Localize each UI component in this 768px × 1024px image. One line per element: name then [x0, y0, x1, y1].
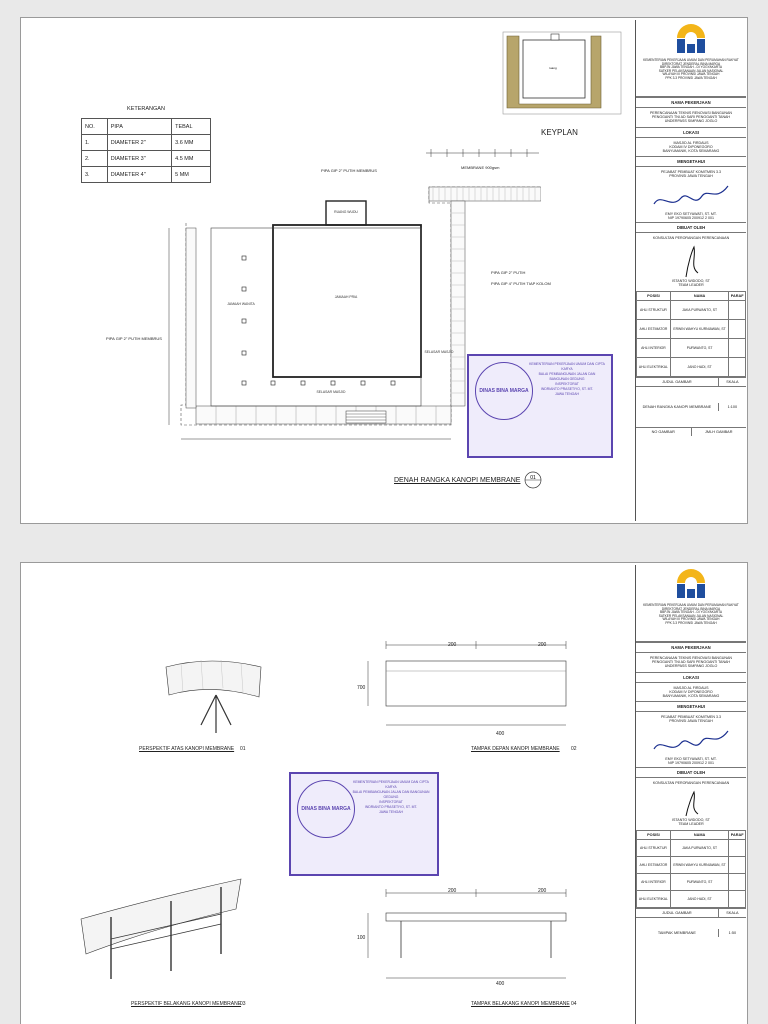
team-header: NAMA	[670, 830, 728, 839]
team-cell: AHLI ELEKTRIKAL	[637, 357, 671, 376]
judul-heading: JUDUL GAMBAR	[662, 379, 692, 384]
signature-leader	[636, 243, 746, 279]
team-row	[637, 300, 746, 319]
team-row	[637, 890, 746, 907]
no-gambar-row	[636, 427, 746, 436]
team-cell: ERWIN WAHYU KURNIAWAN, ST	[670, 319, 728, 338]
svg-text:SELASAR MASJID: SELASAR MASJID	[424, 350, 454, 354]
ppk-name: EMY EKO SETYAWATI, ST. MT.	[665, 211, 717, 216]
signature-ppk	[636, 727, 746, 757]
title-block-1	[635, 20, 746, 521]
legend-cell: 5 MM	[172, 167, 211, 183]
stamp-text	[529, 362, 605, 397]
dibuat-heading: DIBUAT OLEH	[636, 767, 746, 778]
team-header: POSISI	[637, 830, 671, 839]
dim-height: 100	[357, 935, 366, 941]
svg-text:JAMAAH PRIA: JAMAAH PRIA	[334, 295, 358, 299]
team-cell: ERWIN WAHYU KURNIAWAN, ST	[670, 856, 728, 873]
legend-cell: 1.	[82, 135, 108, 151]
view-number: 04	[571, 1001, 577, 1007]
legend-header-tebal: TEBAL	[172, 119, 211, 135]
svg-text:ruang: ruang	[549, 66, 557, 70]
paraf-cell	[729, 890, 746, 907]
dim-half: 200	[538, 642, 547, 648]
team-row	[637, 873, 746, 890]
pipe-label: PIPA GIP 4" PUTIH TIAP KOLOM	[491, 281, 551, 286]
official-stamp	[289, 772, 439, 876]
judul-heading: JUDUL GAMBAR	[662, 910, 692, 915]
team-header: NAMA	[670, 291, 728, 300]
organization-text: KEMENTERIAN PEKERJAAN UMUM DAN PERUMAHAN RAKYAT DIREKTORAT JENDERAL BINA MARGA BBPJN JAWA TENGAH - DI YOGYAKARTA SATKER PELAKSANAAN JALAN NASIONAL WILAYAH III PROVINSI JAWA TENGAH PPK 3.3 PROVINSI JAWA TENGAH	[643, 58, 739, 80]
sheet2-drawing-area	[21, 563, 633, 1024]
team-cell: AHLI INTERIOR	[637, 338, 671, 357]
official-stamp	[467, 354, 613, 458]
organization-text: KEMENTERIAN PEKERJAAN UMUM DAN PERUMAHAN RAKYAT DIREKTORAT JENDERAL BINA MARGA BBPJN JAWA TENGAH - DI YOGYAKARTA SATKER PELAKSANAAN JALAN NASIONAL WILAYAH III PROVINSI JAWA TENGAH PPK 3.3 PROVINSI JAWA TENGAH	[643, 603, 739, 625]
team-table	[636, 830, 746, 908]
stamp-seal: DINAS BINA MARGA	[297, 780, 355, 838]
legend-header-pipa: PIPA	[107, 119, 171, 135]
team-cell: AHLI ELEKTRIKAL	[637, 890, 671, 907]
stamp-text	[351, 780, 431, 815]
paraf-cell	[729, 338, 746, 357]
signature-icon	[636, 243, 746, 279]
team-cell: AHLI STRUKTUR	[637, 300, 671, 319]
team-cell: PURWANTO, ST	[670, 873, 728, 890]
stamp-line: INDRIANTO PRASETIYO, ST. MT.	[540, 387, 594, 391]
judul-value: TAMPAK MEMBRANE	[657, 930, 696, 935]
skala-value: 1:100	[718, 403, 746, 411]
mengetahui-text: PEJABAT PEMBUAT KOMITMEN 3.3 PROVINSI JAWA TENGAH	[660, 170, 722, 179]
pu-logo-icon	[673, 24, 709, 58]
drawing-sheet-2	[20, 562, 748, 1024]
canopy-back-elevation	[356, 883, 586, 998]
canopy-perspective-top	[161, 655, 271, 745]
team-cell: JANO HADI, ST	[670, 357, 728, 376]
stamp-line: JAWA TENGAH	[379, 810, 403, 814]
nama-pekerjaan-text: PERENCANAAN TEKNIS RENOVASI BANGUNAN PENGGANTI TNI AD SARI PENGGANTI TANAH UNDERPASS SIMPANG JOGLO	[650, 656, 732, 669]
dim-half: 200	[448, 888, 457, 894]
skala-heading: SKALA	[718, 378, 746, 386]
jml-gambar-heading: JMLH GAMBAR	[691, 428, 747, 436]
dim-full: 400	[496, 731, 505, 737]
skala-value: 1:50	[718, 929, 746, 937]
signature-icon	[636, 788, 746, 818]
team-row	[637, 839, 746, 856]
view-title: TAMPAK BELAKANG KANOPI MEMBRANE	[471, 1001, 570, 1007]
stamp-line: KEMENTERIAN PEKERJAAN UMUM DAN CIPTA KARYA	[353, 780, 429, 789]
legend-header-no: NO.	[82, 119, 108, 135]
mengetahui-heading: MENGETAHUI	[636, 701, 746, 712]
team-cell: JAKA PURWANTO, ST	[670, 839, 728, 856]
team-table	[636, 291, 746, 377]
pu-logo-area	[636, 20, 746, 97]
legend-title: KETERANGAN	[127, 106, 165, 112]
paraf-cell	[729, 873, 746, 890]
team-cell: AHLI ESTIMATOR	[637, 856, 671, 873]
dim-height: 700	[357, 685, 366, 691]
view-title: PERSPEKTIF BELAKANG KANOPI MEMBRANE	[131, 1001, 242, 1007]
svg-text:SELASAR MASJID: SELASAR MASJID	[316, 390, 346, 394]
view-number: 02	[571, 746, 577, 752]
team-cell: JAKA PURWANTO, ST	[670, 300, 728, 319]
lokasi-heading: LOKASI	[636, 127, 746, 138]
lokasi-text: MASJID AL FIRDAUS KODAM IV DIPONEGORO BANYUMANIK, KOTA SEMARANG	[662, 685, 720, 699]
svg-text:RUANG WUDU: RUANG WUDU	[334, 210, 358, 214]
team-header: PARAF	[729, 291, 746, 300]
stamp-line: INSPEKTORAT	[379, 800, 403, 804]
legend-cell: 3.6 MM	[172, 135, 211, 151]
dibuat-text: KONSULTAN PERORANGAN PERENCANAAN	[652, 236, 730, 241]
legend-cell: DIAMETER 4"	[107, 167, 171, 183]
pipe-label: PIPA GIP 2" PUTIH MEMBRUS	[106, 336, 162, 341]
judul-value-row	[636, 917, 746, 948]
dim-half: 200	[538, 888, 547, 894]
svg-text:JAMAAH WANITA: JAMAAH WANITA	[227, 302, 255, 306]
team-header: PARAF	[729, 830, 746, 839]
keyplan-drawing	[491, 24, 631, 124]
legend-cell: 3.	[82, 167, 108, 183]
team-cell: AHLI INTERIOR	[637, 873, 671, 890]
paraf-cell	[729, 300, 746, 319]
team-cell: AHLI ESTIMATOR	[637, 319, 671, 338]
leader-role: TEAM LEADER	[678, 283, 704, 288]
stamp-line: KEMENTERIAN PEKERJAAN UMUM DAN CIPTA KARYA	[529, 362, 605, 371]
team-row	[637, 338, 746, 357]
ppk-nip: NIP 19790605 200912 2 001	[668, 760, 714, 765]
leader-name: ISTANTO WIDODO, ST	[671, 818, 710, 823]
dibuat-heading: DIBUAT OLEH	[636, 222, 746, 233]
legend-cell: DIAMETER 3"	[107, 151, 171, 167]
nama-pekerjaan-heading: NAMA PEKERJAAN	[636, 97, 746, 108]
mengetahui-heading: MENGETAHUI	[636, 156, 746, 167]
paraf-cell	[729, 319, 746, 338]
canopy-front-elevation	[356, 635, 586, 745]
drawing-number-bubble	[524, 471, 542, 489]
team-row	[637, 319, 746, 338]
team-cell: JANO HADI, ST	[670, 890, 728, 907]
nama-pekerjaan-text: PERENCANAAN TEKNIS RENOVASI BANGUNAN PENGGANTI TNI AD SARI PENGGANTI TANAH UNDERPASS SIMPANG JOGLO	[650, 111, 732, 124]
pipe-label: MEMBRANE 900gsm	[461, 165, 500, 170]
skala-heading: SKALA	[718, 909, 746, 917]
mengetahui-text: PEJABAT PEMBUAT KOMITMEN 3.3 PROVINSI JAWA TENGAH	[660, 715, 722, 724]
ppk-name: EMY EKO SETYAWATI, ST. MT.	[665, 756, 717, 761]
dibuat-text: KONSULTAN PERORANGAN PERENCANAAN	[652, 781, 730, 786]
legend-cell: DIAMETER 2"	[107, 135, 171, 151]
paraf-cell	[729, 357, 746, 376]
signature-icon	[636, 182, 746, 212]
pipe-label: PIPA GIP 2" PUTIH	[491, 270, 526, 275]
drawing-number: 01	[530, 475, 536, 481]
canopy-perspective-back	[71, 859, 251, 999]
leader-role: TEAM LEADER	[678, 822, 704, 827]
legend-cell: 4.5 MM	[172, 151, 211, 167]
pu-logo-area	[636, 565, 746, 642]
team-row	[637, 856, 746, 873]
judul-row	[636, 908, 746, 917]
signature-leader	[636, 788, 746, 818]
ppk-nip: NIP 19790605 200912 2 001	[668, 215, 714, 220]
judul-row	[636, 377, 746, 386]
legend-cell: 2.	[82, 151, 108, 167]
sheet1-drawing-area	[21, 18, 633, 523]
judul-value: DENAH RANGKA KANOPI MEMBRANE	[642, 404, 712, 409]
stamp-line: INSPEKTORAT	[555, 382, 579, 386]
no-gambar-heading: NO GAMBAR	[651, 429, 675, 434]
view-title: TAMPAK DEPAN KANOPI MEMBRANE	[471, 746, 560, 752]
pu-logo-icon	[673, 569, 709, 603]
team-row	[637, 357, 746, 376]
stamp-line: JAWA TENGAH	[555, 392, 579, 396]
team-cell: PURWANTO, ST	[670, 338, 728, 357]
dim-full: 400	[496, 981, 505, 987]
view-title: PERSPEKTIF ATAS KANOPI MEMBRANE	[139, 746, 235, 752]
paraf-cell	[729, 856, 746, 873]
lokasi-heading: LOKASI	[636, 672, 746, 683]
view-number: 01	[240, 746, 246, 752]
team-cell: AHLI STRUKTUR	[637, 839, 671, 856]
leader-name: ISTANTO WIDODO, ST	[671, 279, 710, 284]
drawing-title: DENAH RANGKA KANOPI MEMBRANE	[394, 477, 521, 484]
stamp-line: BALAI PEMBANGUNAN JALAN DAN BANGUNAN GEDUNG	[538, 372, 596, 381]
paraf-cell	[729, 839, 746, 856]
stamp-seal: DINAS BINA MARGA	[475, 362, 533, 420]
signature-icon	[636, 727, 746, 757]
stamp-line: BALAI PEMBANGUNAN JALAN DAN BANGUNAN GEDUNG	[352, 790, 430, 799]
judul-value-row	[636, 386, 746, 427]
nama-pekerjaan-heading: NAMA PEKERJAAN	[636, 642, 746, 653]
signature-ppk	[636, 182, 746, 212]
pipe-label: PIPA GIP 2" PUTIH MEMBRUS	[321, 168, 377, 173]
drawing-sheet-1	[20, 17, 748, 524]
team-header: POSISI	[637, 291, 671, 300]
stamp-line: INDRIANTO PRASETIYO, ST. MT.	[364, 805, 418, 809]
lokasi-text: MASJID AL FIRDAUS KODAM IV DIPONEGORO BANYUMANIK, KOTA SEMARANG	[662, 140, 720, 154]
title-block-2	[635, 565, 746, 1024]
keyplan-label: KEYPLAN	[541, 128, 578, 137]
dim-half: 200	[448, 642, 457, 648]
view-number: 03	[240, 1001, 246, 1007]
